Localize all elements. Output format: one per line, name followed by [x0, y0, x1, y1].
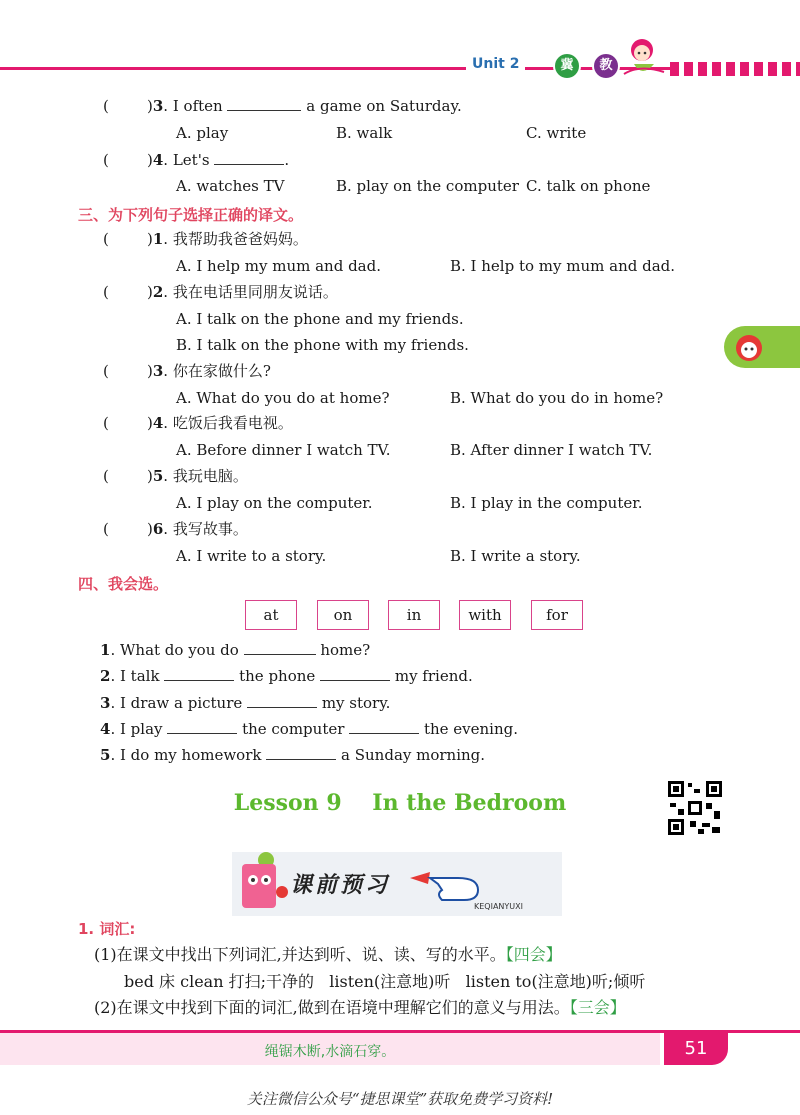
option-a[interactable]: A. I play on the computer. — [176, 494, 373, 512]
footer-motto: 绳锯木断,水滴石穿。 — [264, 1044, 396, 1060]
vocab-word-list: bed 床 clean 打扫;干净的 listen(注意地)听 listen to(注意地)听;倾听 — [124, 972, 646, 991]
badge-ji: 冀 — [553, 52, 581, 80]
option-a[interactable]: A. I talk on the phone and my friends. — [176, 310, 464, 328]
translation-question: ( )3. 你在家做什么? — [103, 362, 271, 380]
bottom-note: 关注微信公众号“捷思课堂”获取免费学习资料! — [246, 1090, 554, 1108]
option-b[interactable]: B. I help to my mum and dad. — [450, 257, 676, 275]
word-box-for[interactable]: for — [531, 600, 583, 630]
question-row: ( )4. Let's . — [103, 151, 290, 169]
header-stripe-decoration — [670, 62, 800, 76]
vocab-instruction-2: (2)在课文中找到下面的词汇,做到在语境中理解它们的意义与用法。【三会】 — [94, 998, 626, 1017]
option-b[interactable]: B. I talk on the phone with my friends. — [176, 336, 469, 354]
cartoon-girl-icon — [620, 34, 666, 80]
option-a[interactable]: A. What do you do at home? — [176, 389, 390, 407]
translation-question: ( )2. 我在电话里同朋友说话。 — [103, 283, 338, 301]
translation-question: ( )5. 我玩电脑。 — [103, 467, 248, 485]
answer-blank[interactable] — [244, 640, 316, 655]
qr-code-icon[interactable] — [666, 779, 724, 837]
answer-blank[interactable] — [349, 719, 419, 734]
section-3-heading: 三、为下列句子选择正确的译文。 — [78, 206, 304, 224]
option-a[interactable]: A. play — [176, 124, 229, 142]
option-a[interactable]: A. watches TV — [176, 177, 285, 195]
vocab-instruction-1: (1)在课文中找出下列词汇,并达到听、说、读、写的水平。【四会】 — [94, 945, 562, 964]
tag-four-skills: 【四会】 — [505, 945, 562, 964]
cube-mascot-icon — [236, 850, 288, 916]
tag-three-skills: 【三会】 — [569, 998, 626, 1017]
section-4-heading: 四、我会选。 — [78, 575, 169, 593]
fill-blank-item: 3. I draw a picture my story. — [100, 694, 391, 712]
option-c[interactable]: C. talk on phone — [526, 177, 651, 195]
fill-blank-item: 1. What do you do home? — [100, 641, 371, 659]
answer-blank[interactable] — [227, 96, 301, 111]
translation-question: ( )4. 吃饭后我看电视。 — [103, 414, 293, 432]
option-b[interactable]: B. play on the computer — [336, 177, 519, 195]
answer-blank[interactable] — [320, 666, 390, 681]
fill-blank-item: 4. I play the computer the evening. — [100, 720, 519, 738]
option-b[interactable]: B. I play in the computer. — [450, 494, 643, 512]
translation-question: ( )1. 我帮助我爸爸妈妈。 — [103, 230, 308, 248]
badge-jiao: 教 — [592, 52, 620, 80]
word-box-in[interactable]: in — [388, 600, 440, 630]
pointing-hand-icon — [408, 864, 482, 904]
answer-blank[interactable] — [164, 666, 234, 681]
lesson-title: Lesson 9 In the Bedroom — [233, 790, 567, 816]
fox-face-icon — [733, 331, 765, 363]
fill-blank-item: 5. I do my homework a Sunday morning. — [100, 746, 486, 764]
page-number: 51 — [664, 1033, 728, 1065]
word-box-on[interactable]: on — [317, 600, 369, 630]
answer-blank[interactable] — [247, 693, 317, 708]
option-b[interactable]: B. After dinner I watch TV. — [450, 441, 653, 459]
banner-subtitle: KEQIANYUXI — [474, 902, 523, 911]
question-row: ( )3. I often a game on Saturday. — [103, 97, 462, 115]
option-b[interactable]: B. What do you do in home? — [450, 389, 664, 407]
option-a[interactable]: A. I help my mum and dad. — [176, 257, 381, 275]
translation-question: ( )6. 我写故事。 — [103, 520, 248, 538]
option-a[interactable]: A. Before dinner I watch TV. — [176, 441, 391, 459]
answer-blank[interactable] — [266, 745, 336, 760]
option-c[interactable]: C. write — [526, 124, 587, 142]
vocab-heading: 1. 词汇: — [78, 920, 136, 938]
word-box-with[interactable]: with — [459, 600, 511, 630]
option-b[interactable]: B. I write a story. — [450, 547, 581, 565]
answer-blank[interactable] — [167, 719, 237, 734]
unit-label: Unit 2 — [466, 56, 525, 72]
fill-blank-item: 2. I talk the phone my friend. — [100, 667, 473, 685]
option-b[interactable]: B. walk — [336, 124, 393, 142]
word-box-at[interactable]: at — [245, 600, 297, 630]
banner-title: 课前预习 — [290, 873, 391, 898]
option-a[interactable]: A. I write to a story. — [176, 547, 327, 565]
answer-blank[interactable] — [214, 150, 284, 165]
